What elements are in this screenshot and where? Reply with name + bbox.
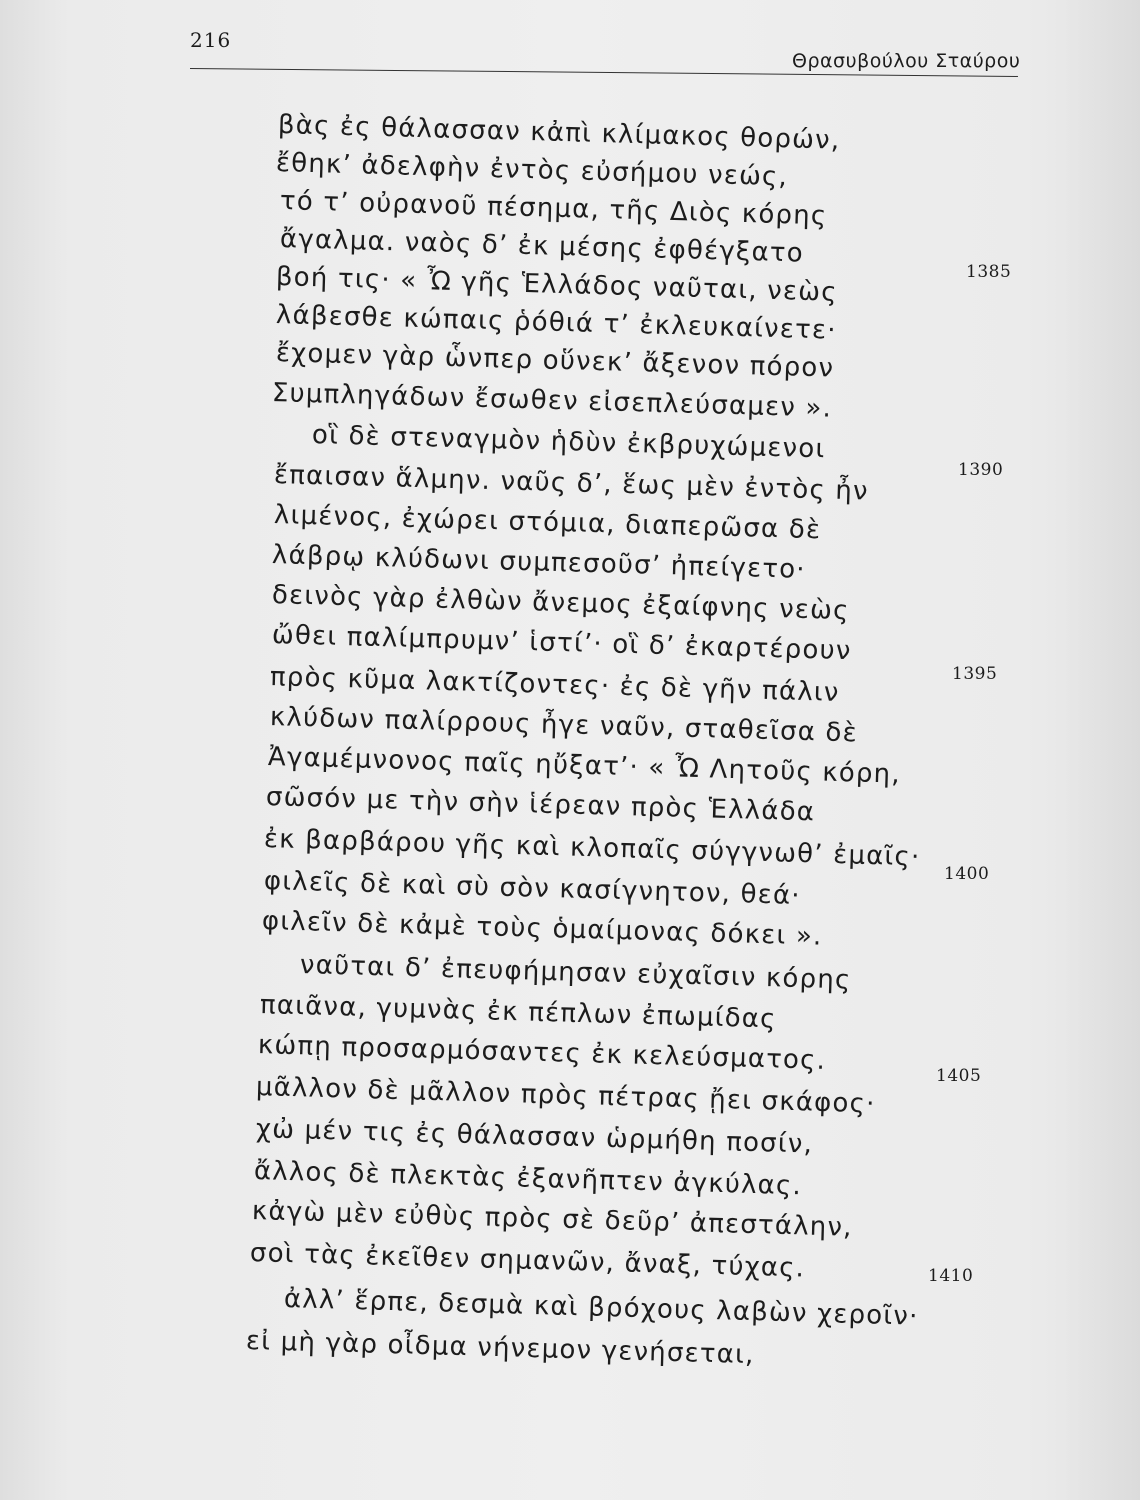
- verse-line: σοὶ τὰς ἐκεῖθεν σημανῶν, ἄναξ, τύχας.: [249, 1238, 806, 1284]
- verse-line: τό τ’ οὐρανοῦ πέσημα, τῆς Διὸς κόρης: [279, 186, 828, 232]
- verse-line: χὠ μέν τις ἐς θάλασσαν ὡρμήθη ποσίν,: [255, 1114, 814, 1160]
- verse-line: ἐκ βαρβάρου γῆς καὶ κλοπαῖς σύγγνωθ’ ἐμαῖς·: [263, 824, 921, 873]
- verse-line: φιλεῖν δὲ κἀμὲ τοὺς ὁμαίμονας δόκει ».: [261, 906, 823, 952]
- verse-line: Ἀγαμέμνονος παῖς ηὔξατ’· « Ὦ Λητοῦς κόρη,: [267, 742, 902, 790]
- verse-line: Συμπληγάδων ἔσωθεν εἰσεπλεύσαμεν ».: [271, 378, 833, 424]
- verse-line: λάβρῳ κλύδωνι συμπεσοῦσ’ ἠπείγετο·: [271, 540, 807, 585]
- line-number: 1385: [966, 262, 1012, 282]
- verse-line: κώπῃ προσαρμόσαντες ἐκ κελεύσματος.: [257, 1030, 827, 1076]
- verse-line: ἄλλος δὲ πλεκτὰς ἐξανῆπτεν ἀγκύλας.: [253, 1156, 803, 1202]
- line-number: 1400: [944, 864, 990, 884]
- verse-line: βοή τις· « Ὦ γῆς Ἑλλάδος ναῦται, νεὼς: [275, 262, 839, 308]
- verse-line: μᾶλλον δὲ μᾶλλον πρὸς πέτρας ᾔει σκάφος·: [255, 1072, 876, 1120]
- verse-line: ἄγαλμα. ναὸς δ’ ἐκ μέσης ἐφθέγξατο: [279, 224, 805, 269]
- verse-line: λιμένος, ἐχώρει στόμια, διαπερῶσα δὲ: [273, 500, 822, 546]
- verse-line: ναῦται δ’ ἐπευφήμησαν εὐχαῖσιν κόρης: [299, 950, 852, 996]
- verse-line: σῶσόν με τὴν σὴν ἱέρεαν πρὸς Ἑλλάδα: [265, 782, 816, 828]
- verse-line: κλύδων παλίρρους ἦγε ναῦν, σταθεῖσα δὲ: [269, 702, 859, 749]
- verse-line: παιᾶνα, γυμνὰς ἐκ πέπλων ἐπωμίδας: [259, 990, 777, 1035]
- line-number: 1395: [952, 664, 998, 684]
- verse-line: ἔπαισαν ἅλμην. ναῦς δ’, ἕως μὲν ἐντὸς ἦν: [273, 460, 870, 507]
- line-number: 1410: [928, 1266, 974, 1286]
- verse-line: κἀγὼ μὲν εὐθὺς πρὸς σὲ δεῦρ’ ἀπεστάλην,: [251, 1196, 854, 1243]
- verse-line: λάβεσθε κώπαις ῥόθιά τ’ ἐκλευκαίνετε·: [275, 300, 838, 346]
- verse-line: ἀλλ’ ἕρπε, δεσμὰ καὶ βρόχους λαβὼν χεροῖν·: [283, 1284, 919, 1332]
- page-number: 216: [190, 28, 232, 52]
- line-number: 1405: [936, 1066, 982, 1086]
- verse-line: δεινὸς γὰρ ἐλθὼν ἄνεμος ἐξαίφνης νεὼς: [271, 580, 850, 627]
- verse-line: βὰς ἐς θάλασσαν κἀπὶ κλίμακος θορών,: [277, 110, 841, 156]
- verse-line: οἳ δὲ στεναγμὸν ἡδὺν ἐκβρυχώμενοι: [311, 420, 826, 465]
- verse-line: φιλεῖς δὲ καὶ σὺ σὸν κασίγνητον, θεά·: [263, 866, 802, 911]
- line-number: 1390: [958, 460, 1004, 480]
- running-head: Θρασυβούλου Σταύρου: [792, 50, 1021, 72]
- verse-line: εἰ μὴ γὰρ οἶδμα νήνεμον γενήσεται,: [245, 1326, 755, 1371]
- verse-line: ὤθει παλίμπρυμν’ ἱστί’· οἳ δ’ ἐκαρτέρουν: [271, 620, 852, 667]
- verse-line: πρὸς κῦμα λακτίζοντες· ἐς δὲ γῆν πάλιν: [269, 662, 841, 708]
- verse-line: ἔχομεν γὰρ ὧνπερ οὕνεκ’ ἄξενον πόρον: [275, 338, 835, 384]
- verse-line: ἔθηκ’ ἀδελφὴν ἐντὸς εὐσήμου νεώς,: [275, 148, 789, 193]
